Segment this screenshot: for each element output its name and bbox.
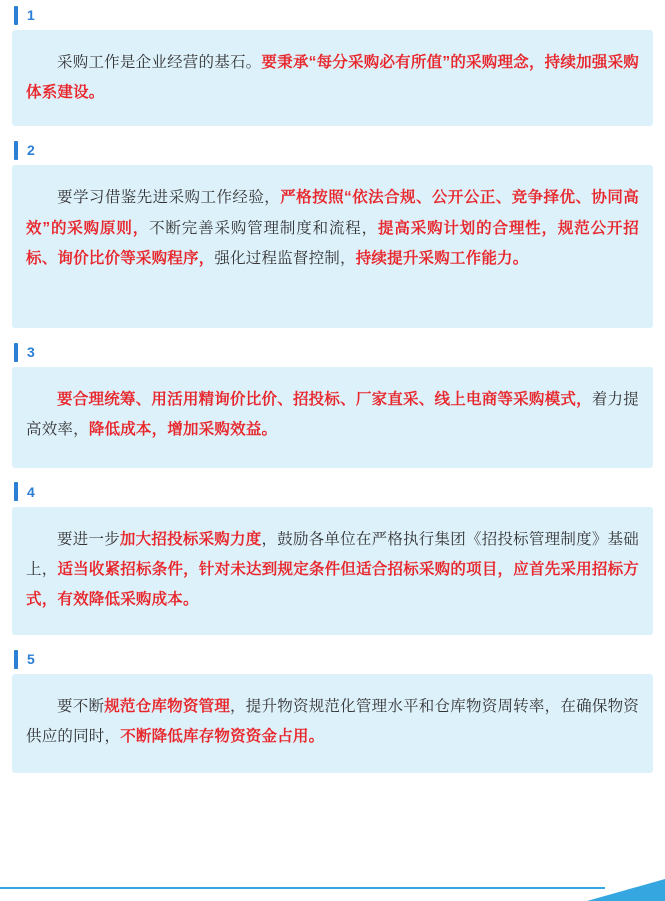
paragraph [26,183,639,274]
section-marker-bar [14,141,18,160]
spacer [12,635,653,644]
highlighted-text: 要秉承“每分采购必有所值”的采购理念，持续加强采购体系建设。 [26,54,639,102]
highlighted-text: 要合理统筹、用活用精询价比价、招投标、厂家直采、线上电商等采购模式， [57,391,592,409]
paragraph [26,385,639,445]
section-5 [12,644,653,772]
highlighted-text: 不断降低库存物资资金占用。 [120,728,325,746]
section-marker-bar [14,6,18,25]
spacer [12,468,653,477]
footer-triangle-decoration [587,879,665,901]
section-2-body [12,165,653,328]
highlighted-text: 适当收紧招标条件，针对未达到规定条件但适合招标采购的项目，应首先采用招标方式，有效降低采购成本。 [26,560,639,608]
section-3-header [12,337,653,367]
body-text: 采购工作是企业经营的基石。 [57,54,262,71]
paragraph [26,525,639,616]
page-footer [0,879,665,901]
spacer [12,328,653,337]
section-1 [12,0,653,126]
section-3-body [12,367,653,467]
section-1-body [12,30,653,126]
paragraph [26,48,639,108]
body-text: ，提升物资规范化管理水平和仓库物资周转率，在确保物资供应的同时， [26,698,639,746]
body-text: 强化过程监督控制， [214,249,356,267]
section-number: 2 [27,142,35,159]
highlighted-text: 降低成本，增加采购效益。 [88,421,278,439]
body-text: 着力提高效率， [26,391,639,439]
section-2-header [12,135,653,165]
section-5-header [12,644,653,674]
highlighted-text: 加大招投标采购力度 [119,530,262,548]
section-number: 5 [27,651,35,668]
body-text: 要不断 [57,698,105,716]
section-number: 3 [27,344,35,361]
body-text: 要进一步 [57,530,120,548]
section-marker-bar [14,343,18,362]
highlighted-text: 持续提升采购工作能力。 [355,249,529,267]
section-marker-bar [14,650,18,669]
section-4-body [12,507,653,636]
section-3 [12,337,653,467]
highlighted-text: 提高采购计划的合理性，规范公开招标、询价比价等采购程序， [26,219,639,267]
highlighted-text: 严格按照“依法合规、公开公正、竞争择优、协同高效”的采购原则， [26,189,639,237]
section-4-header [12,477,653,507]
spacer [12,126,653,135]
section-1-header [12,0,653,30]
footer-rule [0,887,605,889]
paragraph [26,692,639,752]
section-marker-bar [14,482,18,501]
body-text: ，鼓励各单位在严格执行集团《招投标管理制度》基础上， [26,530,639,578]
section-4 [12,477,653,636]
highlighted-text: 规范仓库物资管理 [104,698,231,716]
section-number: 1 [27,7,35,23]
body-text: 不断完善采购管理制度和流程， [149,219,379,237]
body-text: 要学习借鉴先进采购工作经验， [57,189,281,207]
section-5-body [12,674,653,772]
section-number: 4 [27,483,35,500]
section-2 [12,135,653,328]
